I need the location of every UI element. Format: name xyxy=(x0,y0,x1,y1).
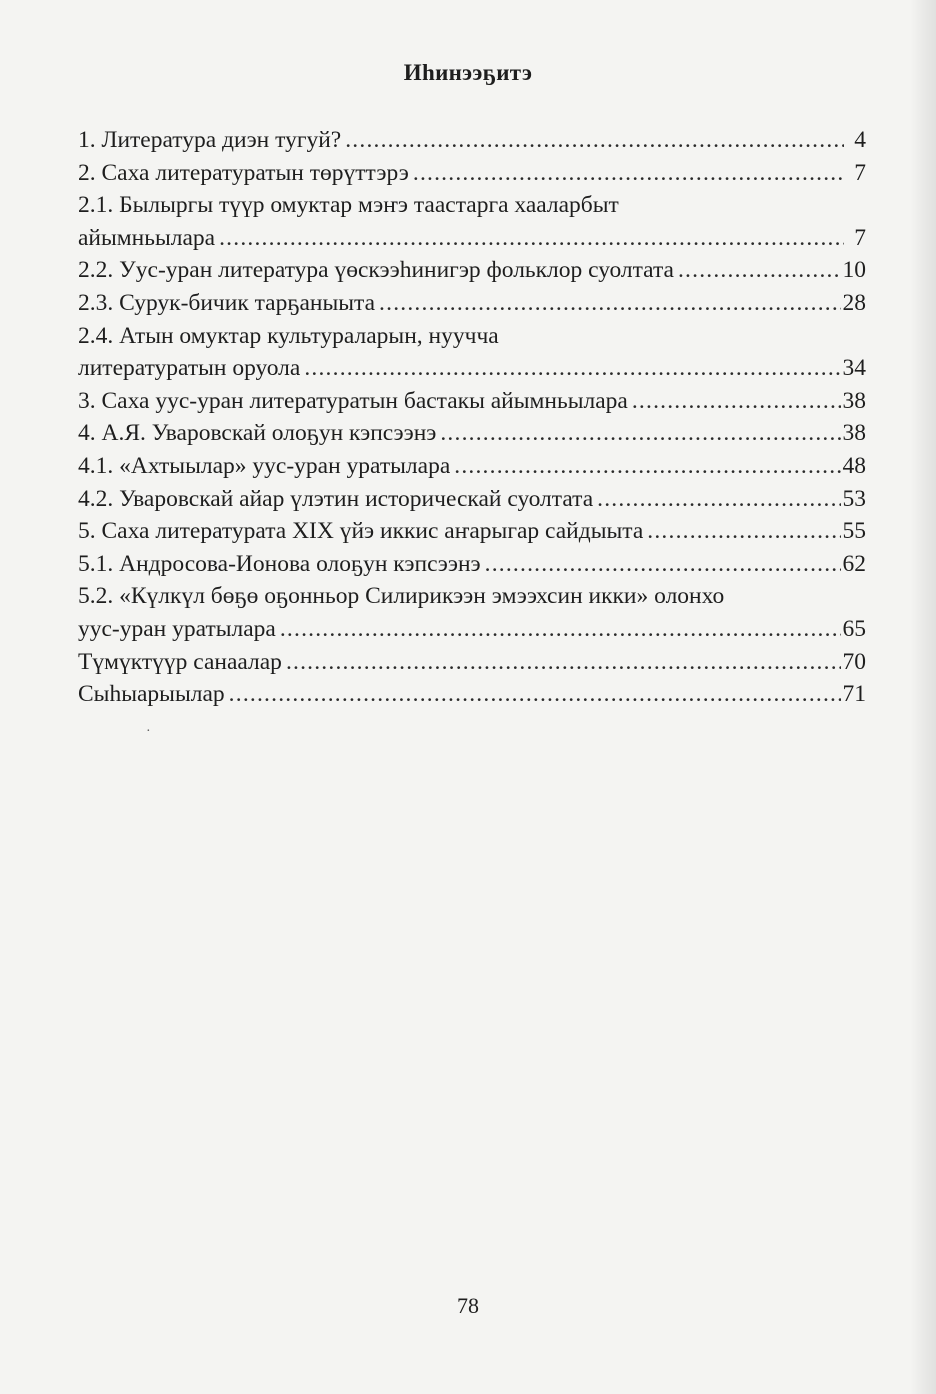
toc-entry xyxy=(78,515,866,548)
toc-entry-text: 5.2. «Күлкүл бөҕө оҕонньор Силирикээн эмээхсин икки» олонхо xyxy=(78,583,725,610)
toc-line xyxy=(78,515,866,548)
stray-mark: · xyxy=(146,724,151,739)
toc-leader-dots xyxy=(345,124,844,157)
toc-page-number: 48 xyxy=(842,452,866,479)
toc-entry xyxy=(78,483,866,516)
toc-entry xyxy=(78,450,866,483)
toc-line xyxy=(78,157,866,190)
toc-line xyxy=(78,548,866,581)
toc-entry-text: 4.1. «Ахтыылар» уус-уран уратылара xyxy=(78,452,451,479)
toc-page-number: 7 xyxy=(854,159,866,186)
toc-entry-text: 4. А.Я. Уваровскай олоҕун кэпсээнэ xyxy=(78,420,437,447)
toc-leader-dots xyxy=(280,613,841,646)
toc-leader-dots xyxy=(647,515,840,548)
toc-entry xyxy=(78,646,866,679)
toc-leader-dots xyxy=(454,450,840,483)
toc-entry xyxy=(78,548,866,581)
toc-entry xyxy=(78,678,866,711)
toc-page-number: 53 xyxy=(842,485,866,512)
toc-line xyxy=(78,646,866,679)
toc-entry xyxy=(78,189,866,254)
page-number: 78 xyxy=(457,1293,479,1318)
toc-leader-dots xyxy=(485,548,841,581)
toc-leader-dots xyxy=(413,157,844,190)
toc-entry xyxy=(78,254,866,287)
toc-line xyxy=(78,352,866,385)
toc-entry xyxy=(78,287,866,320)
toc-title: Иhинээҕитэ xyxy=(403,60,533,85)
toc-page-number: 70 xyxy=(842,648,866,675)
toc-leader-dots xyxy=(304,352,840,385)
toc-page-number: 38 xyxy=(842,387,866,414)
toc-entry-text: 5.1. Андросова-Ионова олоҕун кэпсээнэ xyxy=(78,550,481,577)
toc-page-number: 62 xyxy=(842,550,866,577)
toc-line xyxy=(78,254,866,287)
toc-line xyxy=(78,613,866,646)
toc-entry xyxy=(78,580,866,645)
page-edge-shadow xyxy=(910,0,936,1394)
toc-page-number: 71 xyxy=(842,681,866,708)
toc-entry-text: 2. Саха литературатын төрүттэрэ xyxy=(78,159,409,186)
toc-page-number: 65 xyxy=(842,615,866,642)
toc-leader-dots xyxy=(678,254,841,287)
toc-entry-text: айымньылара xyxy=(78,224,216,251)
toc-entry-text: 5. Саха литературата XIX үйэ иккис аҥарыгар сайдыыта xyxy=(78,518,644,545)
toc-leader-dots xyxy=(219,222,844,255)
toc-entry xyxy=(78,320,866,385)
toc-entry-text: Түмүктүүр санаалар xyxy=(78,648,282,675)
toc-page-number: 34 xyxy=(842,355,866,382)
toc-line xyxy=(78,678,866,711)
toc-page-number: 7 xyxy=(854,224,866,251)
toc-entry-text: 1. Литература диэн тугуй? xyxy=(78,127,342,153)
toc-leader-dots xyxy=(229,678,841,711)
toc-entry-text: 2.1. Былыргы түүр омуктар мэҥэ таастарга хааларбыт xyxy=(78,192,619,219)
toc-entry xyxy=(78,157,866,190)
toc-line xyxy=(78,320,866,353)
table-of-contents xyxy=(78,124,866,711)
toc-entry-text: 2.2. Уус-уран литература үөскээhинигэр фольклор суолтата xyxy=(78,257,674,284)
toc-line xyxy=(78,189,866,222)
toc-page-number: 28 xyxy=(842,289,866,316)
toc-leader-dots xyxy=(597,483,840,516)
toc-line xyxy=(78,287,866,320)
toc-page-number: 4 xyxy=(854,127,866,153)
toc-entry xyxy=(78,124,866,157)
toc-leader-dots xyxy=(440,417,840,450)
toc-line xyxy=(78,124,866,157)
toc-line xyxy=(78,450,866,483)
toc-leader-dots xyxy=(286,646,841,679)
toc-entry-text: 2.4. Атын омуктар культураларын, нууччa xyxy=(78,322,499,349)
toc-leader-dots xyxy=(379,287,840,320)
toc-entry-text: Сыhыарыылар xyxy=(78,681,225,708)
toc-entry-text: литературатын оруола xyxy=(78,355,301,382)
toc-entry-text: 4.2. Уваровскай айар үлэтин историческай суолтата xyxy=(78,485,594,512)
toc-line xyxy=(78,222,866,255)
toc-entry-text: уус-уран уратылара xyxy=(78,615,276,642)
toc-entry-text: 2.3. Сурук-бичик тарҕаныыта xyxy=(78,289,376,316)
toc-line xyxy=(78,385,866,418)
toc-entry xyxy=(78,385,866,418)
toc-page-number: 55 xyxy=(842,518,866,545)
toc-leader-dots xyxy=(632,385,841,418)
toc-entry xyxy=(78,417,866,450)
toc-line xyxy=(78,483,866,516)
toc-line xyxy=(78,417,866,450)
toc-page-number: 38 xyxy=(842,420,866,447)
toc-page-number: 10 xyxy=(842,257,866,284)
toc-entry-text: 3. Саха уус-уран литературатын бастакы айымньылара xyxy=(78,387,628,414)
toc-line xyxy=(78,580,866,613)
